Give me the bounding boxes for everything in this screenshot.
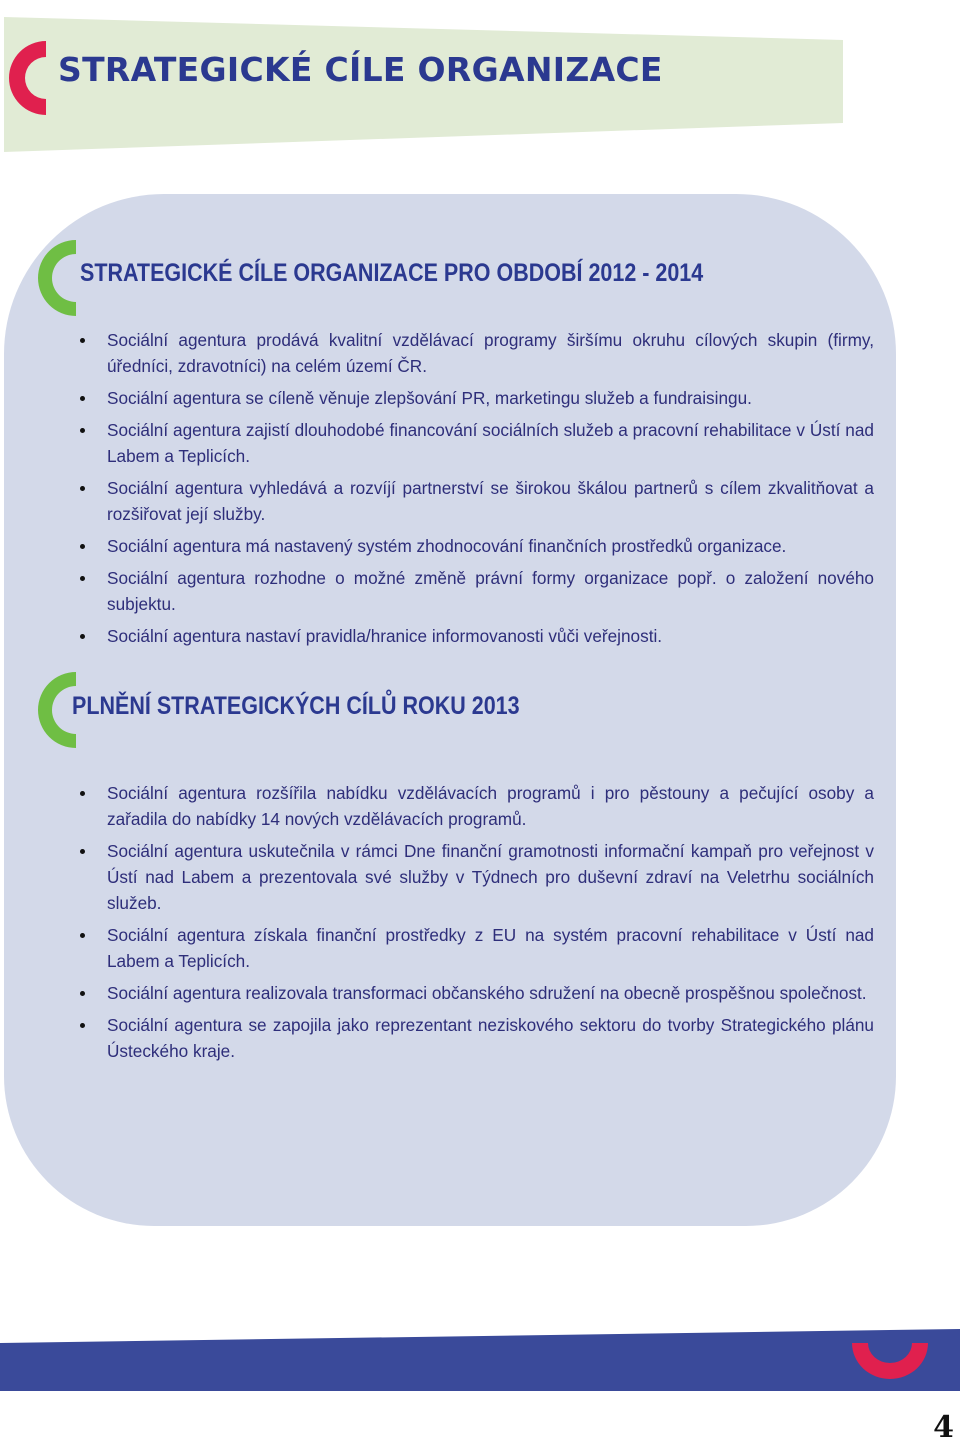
bullet-icon — [80, 991, 85, 996]
section2-list — [74, 780, 874, 1070]
list-item: Sociální agentura získala finanční prostředky z EU na systém pracovní rehabilitace v Ústí nad Labem a Teplicích. — [74, 922, 874, 974]
bullet-icon — [80, 1023, 85, 1028]
footer-band — [0, 1325, 960, 1395]
list-item: Sociální agentura se cíleně věnuje zlepšování PR, marketingu služeb a fundraisingu. — [74, 385, 874, 411]
green-bracket-icon — [30, 238, 80, 318]
bullet-icon — [80, 576, 85, 581]
bullet-icon — [80, 396, 85, 401]
bullet-icon — [80, 933, 85, 938]
bullet-icon — [80, 634, 85, 639]
list-item: Sociální agentura se zapojila jako reprezentant neziskového sektoru do tvorby Strategického plánu Ústeckého kraje. — [74, 1012, 874, 1064]
bullet-icon — [80, 849, 85, 854]
bullet-icon — [80, 791, 85, 796]
page-number: 4 — [933, 1410, 954, 1445]
list-item: Sociální agentura rozhodne o možné změně právní formy organizace popř. o založení nového subjektu. — [74, 565, 874, 617]
bullet-icon — [80, 544, 85, 549]
list-item: Sociální agentura rozšířila nabídku vzdělávacích programů i pro pěstouny a pečující osoby a zařadila do nabídky 14 nových vzdělávacích programů. — [74, 780, 874, 832]
list-item: Sociální agentura uskutečnila v rámci Dne finanční gramotnosti informační kampaň pro veřejnost v Ústí nad Labem a prezentovala své služby v Týdnech pro duševní zdraví na Veletrhu sociálních služeb. — [74, 838, 874, 916]
list-item: Sociální agentura zajistí dlouhodobé financování sociálních služeb a pracovní rehabilitace v Ústí nad Labem a Teplicích. — [74, 417, 874, 469]
section2-title: PLNĚNÍ STRATEGICKÝCH CÍLŮ ROKU 2013 — [72, 692, 520, 720]
bullet-icon — [80, 338, 85, 343]
page-title: STRATEGICKÉ CÍLE ORGANIZACE — [58, 50, 663, 89]
bullet-icon — [80, 486, 85, 491]
list-item: Sociální agentura vyhledává a rozvíjí partnerství se širokou škálou partnerů s cílem zkvalitňovat a rozšiřovat její služby. — [74, 475, 874, 527]
list-item: Sociální agentura nastaví pravidla/hranice informovanosti vůči veřejnosti. — [74, 623, 874, 649]
section1-title: STRATEGICKÉ CÍLE ORGANIZACE PRO OBDOBÍ 2012 - 2014 — [80, 259, 704, 287]
list-item: Sociální agentura má nastavený systém zhodnocování finančních prostředků organizace. — [74, 533, 874, 559]
section1-list — [74, 327, 874, 655]
bullet-icon — [80, 428, 85, 433]
list-item: Sociální agentura realizovala transformaci občanského sdružení na obecně prospěšnou společnost. — [74, 980, 874, 1006]
list-item: Sociální agentura prodává kvalitní vzdělávací programy širšímu okruhu cílových skupin (firmy, úředníci, zdravotníci) na celém území ČR. — [74, 327, 874, 379]
